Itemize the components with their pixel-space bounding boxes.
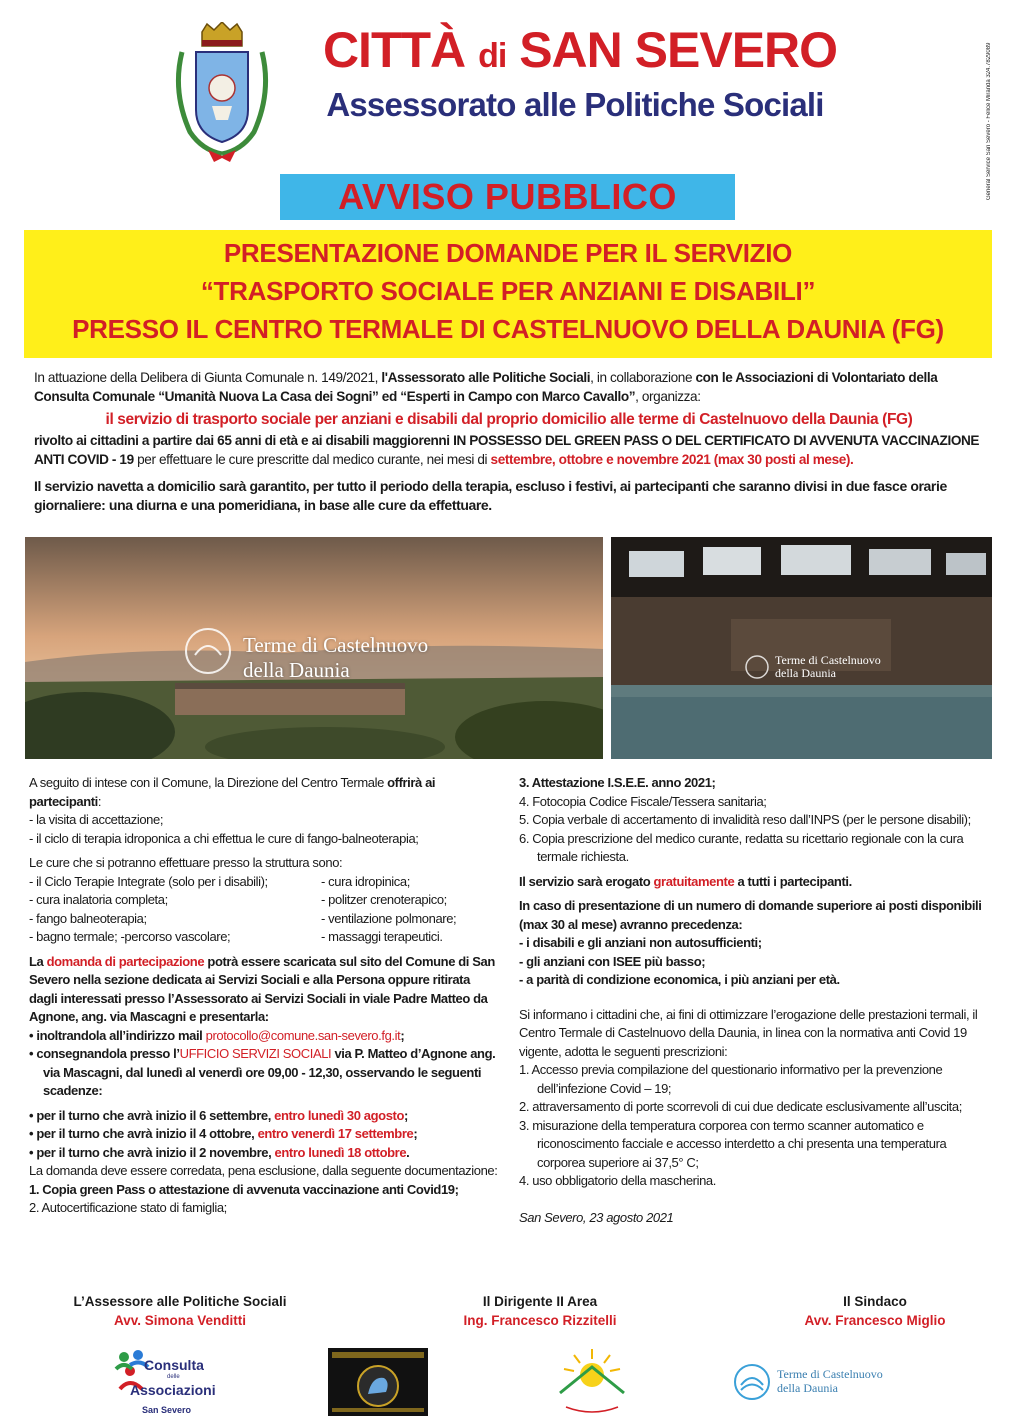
photo1-caption-line: della Daunia bbox=[243, 658, 350, 682]
application-text: domanda di partecipazione bbox=[46, 953, 205, 969]
documents-intro: La domanda deve essere corredata, pena esclusione, dalla seguente documentazione: bbox=[29, 1163, 498, 1178]
offer-intro bbox=[29, 774, 499, 811]
city-title bbox=[300, 22, 860, 84]
application-text: potrà essere scaricata sul sito del Comune di San Severo nella sezione dedicata ai Servizi Sociali e alla Persona oppure ritirata dagli interessati presso l’Assessorato ai Servizi Sociali in viale Padre Matteo da Agnone, ang. via Mascagni e presentarla: bbox=[29, 953, 495, 1024]
signature-role: Il Sindaco bbox=[843, 1294, 907, 1309]
service-line: il servizio di trasporto sociale per anziani e disabili dal proprio domicilio alle terme di Castelnuovo della Daunia (FG) bbox=[105, 411, 913, 428]
deadline-text: ; bbox=[413, 1126, 418, 1141]
photo-terme-pool bbox=[611, 537, 992, 759]
signature-sindaco bbox=[790, 1292, 960, 1330]
consulta-logo-text: Associazioni bbox=[130, 1382, 216, 1398]
deadline-text: entro lunedì 18 ottobre bbox=[274, 1144, 407, 1160]
signatures bbox=[0, 1292, 1014, 1332]
deadline-text: . bbox=[406, 1144, 410, 1160]
intro-text-span: , in collaborazione bbox=[590, 370, 696, 385]
document-item: 6. Copia prescrizione del medico curante, redatta su ricettario regionale con la cura termale richiesta. bbox=[519, 830, 964, 864]
intro-text-span: con le Associazioni di Volontariato della Consulta Comunale “Umanità Nuova La Casa dei Sogni” ed “Esperti in Campo con Marco Cavallo” bbox=[34, 370, 938, 404]
free-service-text: a tutti i partecipanti. bbox=[734, 873, 852, 889]
intro-paragraph-1 bbox=[34, 368, 984, 406]
consulta-logo bbox=[112, 1345, 232, 1421]
covid-rule: 4. uso obbligatorio della mascherina. bbox=[519, 1173, 716, 1188]
signature-assessore bbox=[70, 1292, 290, 1330]
pool-image bbox=[611, 537, 992, 759]
cure-item: - politzer crenoterapico; bbox=[321, 891, 499, 910]
photo-terme-landscape bbox=[25, 537, 603, 759]
signature-role: L’Assessore alle Politiche Sociali bbox=[73, 1294, 287, 1309]
submit-text: consegnandola presso l’ bbox=[36, 1046, 180, 1061]
submit-text: inoltrandola all’indirizzo mail bbox=[36, 1027, 206, 1043]
notice-title-line-2: “TRASPORTO SOCIALE PER ANZIANI E DISABILI” bbox=[200, 276, 816, 306]
signature-name: Avv. Francesco Miglio bbox=[804, 1313, 946, 1328]
offer-intro-text: : bbox=[97, 793, 102, 809]
application-text: La bbox=[29, 953, 47, 969]
cure-item: - cura idropinica; bbox=[321, 873, 499, 892]
intro-paragraph-2 bbox=[34, 431, 984, 469]
intro-text-span: settembre, ottobre e novembre 2021 (max 30 posti al mese). bbox=[490, 452, 854, 467]
signature-name: Ing. Francesco Rizzitelli bbox=[463, 1313, 617, 1328]
cures-list bbox=[29, 873, 499, 947]
cure-item: - bagno termale; -percorso vascolare; bbox=[29, 928, 321, 947]
cure-item: - fango balneoterapia; bbox=[29, 910, 321, 929]
document-item: 3. Attestazione I.S.E.E. anno 2021; bbox=[519, 775, 716, 790]
consulta-logo-text: Consulta bbox=[144, 1357, 204, 1373]
cure-item: - il Ciclo Terapie Integrate (solo per i disabili); bbox=[29, 873, 321, 892]
deadline-text: entro lunedì 30 agosto bbox=[274, 1107, 405, 1123]
city-crest-icon bbox=[172, 22, 272, 164]
offer-item: - il ciclo di terapia idroponica a chi effettua le cure di fango-balneoterapia; bbox=[29, 830, 499, 849]
application-paragraph bbox=[29, 953, 499, 1027]
free-service-text: Il servizio sarà erogato bbox=[519, 873, 654, 889]
terme-wave-icon bbox=[733, 1363, 771, 1401]
cures-intro: Le cure che si potranno effettuare presso la struttura sono: bbox=[29, 855, 343, 870]
document-item: 4. Fotocopia Codice Fiscale/Tessera sanitaria; bbox=[519, 793, 767, 809]
deadline-text: ; bbox=[404, 1107, 408, 1123]
signature-role: Il Dirigente II Area bbox=[482, 1294, 598, 1309]
terme-logo bbox=[733, 1363, 913, 1403]
document-item: 2. Autocertificazione stato di famiglia; bbox=[29, 1200, 227, 1215]
submit-by-hand bbox=[29, 1045, 499, 1101]
offer-intro-text: offrirà ai partecipanti bbox=[29, 775, 436, 809]
consulta-logo-text: delle bbox=[167, 1374, 180, 1380]
intro-text-span: , organizza: bbox=[635, 389, 701, 404]
precedence-item: - gli anziani con ISEE più basso; bbox=[519, 953, 989, 972]
deadline-text: per il turno che avrà inizio il 2 novembre, bbox=[36, 1144, 275, 1160]
intro-text-span: l'Assessorato alle Politiche Sociali bbox=[381, 370, 591, 385]
photo1-caption bbox=[243, 633, 428, 683]
free-service-line bbox=[519, 873, 989, 892]
city-title-name: SAN SEVERO bbox=[519, 22, 838, 78]
issue-date: San Severo, 23 agosto 2021 bbox=[519, 1209, 674, 1225]
terme-logo-text bbox=[777, 1367, 883, 1395]
intro-text-span: rivolto ai cittadini a partire dai 65 anni di età e ai disabili maggiorenni IN POSSESSO DEL GREEN PASS O DEL CERTIFICATO DI AVVENUTA VACCINAZIONE ANTI COVID - 19 bbox=[34, 433, 980, 467]
precedence-intro: In caso di presentazione di un numero di domande superiore ai posti disponibili (max 30 al mese) avranno precedenza: bbox=[519, 898, 982, 932]
submit-text: via P. Matteo d’Agnone ang. via Mascagni, dal lunedì al venerdì ore 09,00 - 12,30, osservando le seguenti scadenze: bbox=[43, 1046, 496, 1098]
covid-rule: 2. attraversamento di porte scorrevoli di cui due dedicate esclusivamente all’uscita; bbox=[519, 1099, 962, 1114]
department-title: Assessorato alle Politiche Sociali bbox=[326, 86, 824, 123]
consulta-logo-text: San Severo bbox=[142, 1405, 192, 1415]
submit-text: UFFICIO SERVIZI SOCIALI bbox=[179, 1046, 332, 1061]
esperti-in-campo-logo bbox=[328, 1348, 428, 1416]
cure-item: - cura inalatoria completa; bbox=[29, 891, 321, 910]
deadline-text: entro venerdì 17 settembre bbox=[257, 1126, 414, 1141]
intro-paragraph-3: Il servizio navetta a domicilio sarà garantito, per tutto il periodo della terapia, escluso i festivi, ai partecipanti che saranno divisi in due fasce orarie giornaliere: una diurna e una pomeridiana, in base alle cure da effettuare. bbox=[34, 478, 947, 513]
notice-title-line-1: PRESENTAZIONE DOMANDE PER IL SERVIZIO bbox=[223, 238, 793, 268]
free-service-text: gratuitamente bbox=[653, 873, 735, 889]
covid-rule: 1. Accesso previa compilazione del questionario informativo per la prevenzione dell’infezione Covid – 19; bbox=[519, 1062, 943, 1096]
avviso-banner: AVVISO PUBBLICO bbox=[280, 174, 735, 220]
submit-text: ; bbox=[400, 1027, 405, 1043]
terme-logo-line: della Daunia bbox=[777, 1381, 838, 1395]
horse-emblem-icon bbox=[328, 1348, 428, 1416]
signature-name: Avv. Simona Venditti bbox=[113, 1313, 247, 1328]
photo2-caption bbox=[775, 654, 881, 680]
cure-item: - ventilazione polmonare; bbox=[321, 910, 499, 929]
city-title-main: CITTÀ bbox=[322, 22, 466, 78]
photo2-caption-line: della Daunia bbox=[775, 666, 836, 680]
left-column bbox=[29, 774, 499, 1218]
covid-intro: Si informano i cittadini che, ai fini di ottimizzare l’erogazione delle prestazioni termali, il Centro Termale di Castelnuovo della Daunia, in linea con la normativa anti Covid 19 vigente, adotta le seguenti prescrizioni: bbox=[519, 1006, 978, 1059]
sun-house-icon bbox=[552, 1345, 632, 1419]
deadline-item bbox=[29, 1144, 499, 1163]
terme-logo-line: Terme di Castelnuovo bbox=[777, 1367, 883, 1381]
submit-email-link[interactable]: protocollo@comune.san-severo.fg.it bbox=[205, 1027, 401, 1043]
casa-dei-sogni-logo bbox=[552, 1345, 632, 1419]
precedence-item: - i disabili e gli anziani non autosufficienti; bbox=[519, 934, 989, 953]
deadline-text: per il turno che avrà inizio il 6 settembre, bbox=[36, 1107, 275, 1123]
photo2-caption-line: Terme di Castelnuovo bbox=[775, 653, 881, 667]
intro-text-span: In attuazione della Delibera di Giunta Comunale n. 149/2021, bbox=[34, 370, 382, 385]
notice-title-line-3: PRESSO IL CENTRO TERMALE DI CASTELNUOVO DELLA DAUNIA (FG) bbox=[72, 314, 944, 344]
covid-rule: 3. misurazione della temperatura corporea con termo scanner automatico e riconoscimento facciale e accesso interdetto a chi presenta una temperatura corporea superiore ai 37,5° C; bbox=[519, 1117, 947, 1170]
deadline-text: per il turno che avrà inizio il 4 ottobre, bbox=[36, 1126, 258, 1141]
partner-logos bbox=[0, 1345, 1014, 1421]
offer-item: - la visita di accettazione; bbox=[29, 811, 499, 830]
side-credit: General Service San Severo - Felice Miranda 324.7829089 bbox=[986, 42, 992, 200]
photo1-caption-line: Terme di Castelnuovo bbox=[243, 633, 429, 657]
city-title-di: di bbox=[478, 37, 507, 75]
document-item: 5. Copia verbale di accertamento di invalidità reso dall’INPS (per le persone disabili); bbox=[519, 812, 971, 827]
cure-item: - massaggi terapeutici. bbox=[321, 928, 499, 947]
submit-by-mail bbox=[29, 1027, 499, 1046]
deadline-item bbox=[29, 1107, 499, 1126]
notice-title-box bbox=[24, 230, 992, 358]
intro-text bbox=[34, 368, 984, 518]
deadline-item bbox=[29, 1125, 499, 1144]
precedence-item: - a parità di condizione economica, i più anziani per età. bbox=[519, 971, 989, 990]
offer-intro-text: A seguito di intese con il Comune, la Direzione del Centro Termale bbox=[29, 775, 388, 790]
right-column bbox=[519, 774, 989, 1227]
intro-text-span: per effettuare le cure prescritte dal medico curante, nei mesi di bbox=[133, 452, 491, 467]
document-item: 1. Copia green Pass o attestazione di avvenuta vaccinazione anti Covid19; bbox=[29, 1181, 459, 1197]
signature-dirigente bbox=[440, 1292, 640, 1330]
